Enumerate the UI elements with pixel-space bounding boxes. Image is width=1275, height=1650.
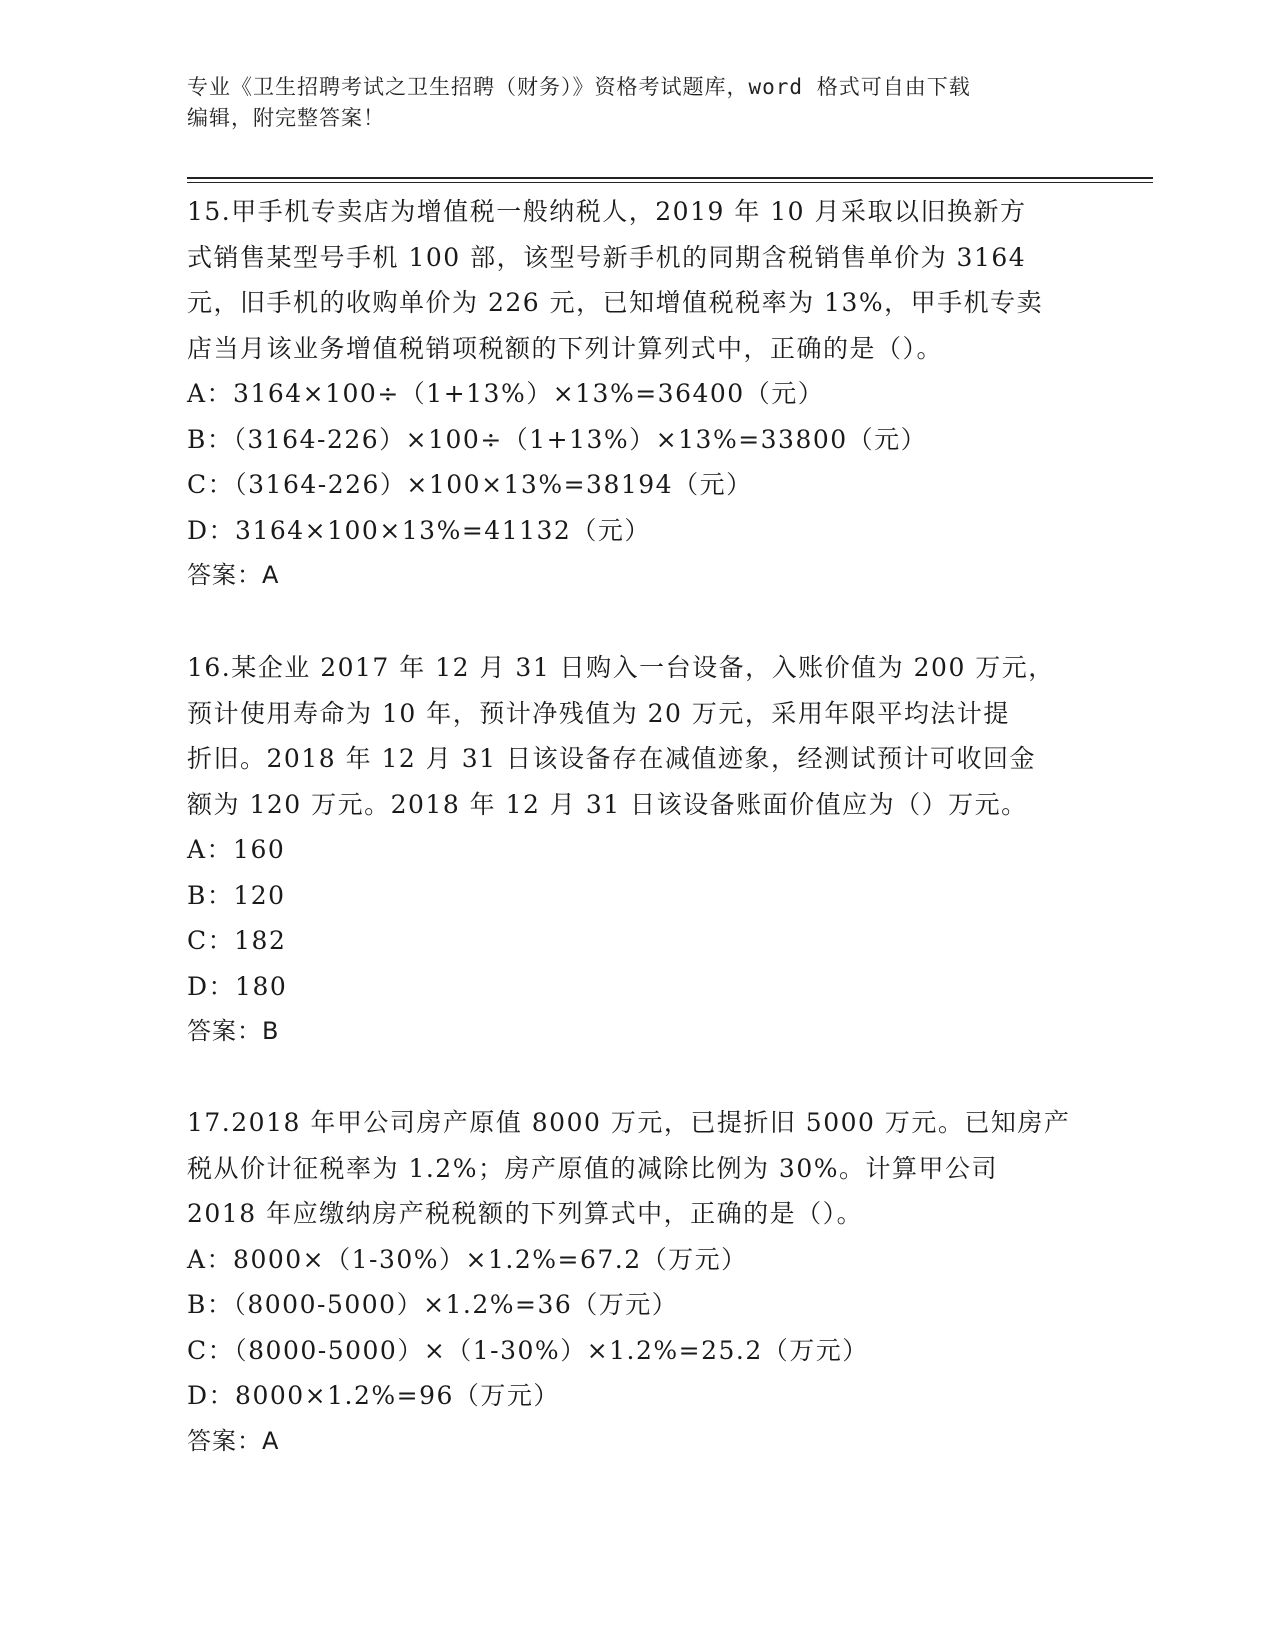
- question-text-line: 15.甲手机专卖店为增值税一般纳税人，2019 年 10 月采取以旧换新方: [187, 197, 1027, 226]
- question-text-line: 预计使用寿命为 10 年，预计净残值为 20 万元，采用年限平均法计提: [187, 698, 1010, 728]
- option-c: C：（8000-5000）×（1-30%）×1.2%=25.2（万元）: [187, 1335, 869, 1365]
- question-text-line: 店当月该业务增值税销项税额的下列计算列式中，正确的是（）。: [187, 333, 944, 363]
- header-divider-thick: [187, 177, 1153, 179]
- question-text-line: 17.2018 年甲公司房产原值 8000 万元，已提折旧 5000 万元。已知房产: [187, 1108, 1071, 1137]
- option-d: D：3164×100×13%=41132（元）: [187, 515, 651, 545]
- question-text-line: 16.某企业 2017 年 12 月 31 日购入一台设备，入账价值为 200 万元，: [187, 653, 1055, 682]
- option-b: B：120: [187, 880, 286, 910]
- option-a: A：3164×100÷（1+13%）×13%=36400（元）: [187, 379, 825, 408]
- answer-line: 答案：A: [187, 561, 280, 589]
- header-line-2: 编辑，附完整答案！: [187, 106, 385, 130]
- option-b: B：（8000-5000）×1.2%=36（万元）: [187, 1290, 679, 1319]
- document-header: [187, 72, 1087, 134]
- question-17: [187, 1100, 1087, 1464]
- option-d: D：180: [187, 971, 288, 1001]
- question-text-line: 额为 120 万元。2018 年 12 月 31 日该设备账面价值应为（）万元。: [187, 789, 1028, 819]
- option-c: C：（3164-226）×100×13%=38194（元）: [187, 470, 753, 499]
- question-15: [187, 189, 1087, 599]
- question-text-line: 2018 年应缴纳房产税税额的下列算式中，正确的是（）。: [187, 1199, 864, 1228]
- question-text-line: 式销售某型号手机 100 部，该型号新手机的同期含税销售单价为 3164: [187, 242, 1027, 272]
- option-a: A：160: [187, 835, 286, 864]
- header-line-1: 专业《卫生招聘考试之卫生招聘（财务）》资格考试题库，word 格式可自由下载: [187, 75, 971, 99]
- option-d: D：8000×1.2%=96（万元）: [187, 1381, 560, 1410]
- option-c: C：182: [187, 926, 287, 955]
- question-text-line: 税从价计征税率为 1.2%；房产原值的减除比例为 30%。计算甲公司: [187, 1153, 998, 1183]
- question-16: [187, 645, 1087, 1055]
- option-a: A：8000×（1-30%）×1.2%=67.2（万元）: [187, 1244, 748, 1274]
- answer-line: 答案：B: [187, 1017, 280, 1045]
- header-divider-thin: [187, 182, 1153, 183]
- option-b: B：（3164-226）×100÷（1+13%）×13%=33800（元）: [187, 424, 928, 454]
- answer-line: 答案：A: [187, 1426, 280, 1455]
- question-text-line: 折旧。2018 年 12 月 31 日该设备存在减值迹象，经测试预计可收回金: [187, 744, 1036, 773]
- question-text-line: 元，旧手机的收购单价为 226 元，已知增值税税率为 13%，甲手机专卖: [187, 288, 1044, 317]
